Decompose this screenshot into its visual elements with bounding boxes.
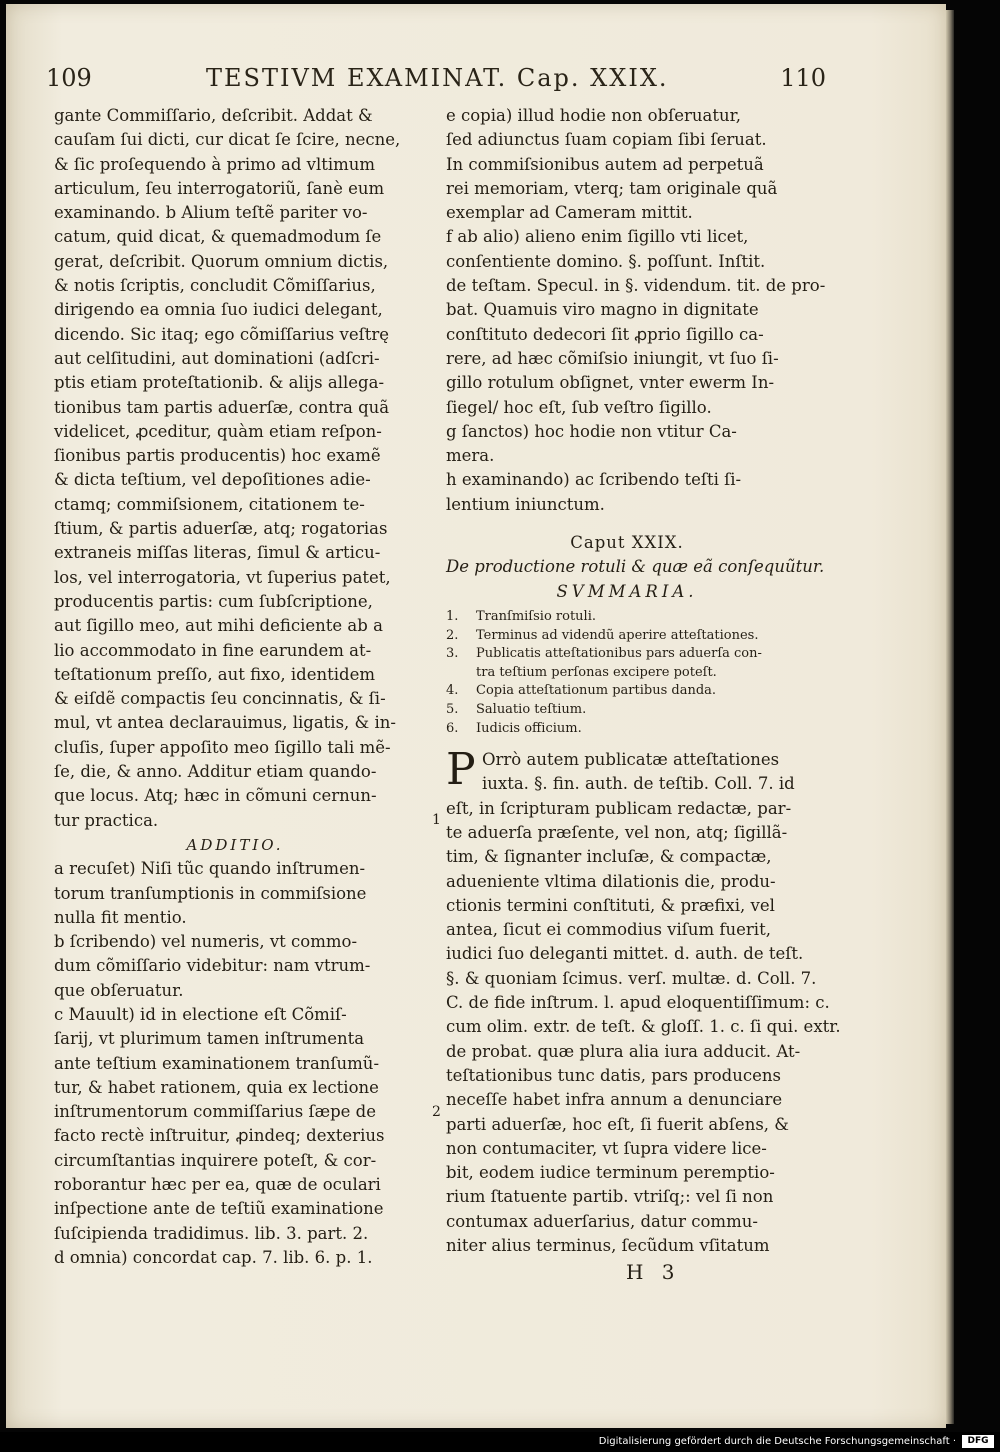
note-line: conſtituto dedecori ſit ꝓprio ſigillo ca- xyxy=(446,324,764,344)
text-line: articulum, ſeu interrogatoriũ, ſanè eum xyxy=(54,178,385,198)
margin-number-2: 2 xyxy=(432,1104,441,1121)
note-line: inſtrumentorum commiſſarius ſæpe de xyxy=(54,1102,376,1122)
note-line: g ſanctos) hoc hodie non vtitur Ca- xyxy=(446,421,737,441)
note-line: gillo rotulum obſignet, vnter ewerm In- xyxy=(446,373,775,393)
text-line: gante Commiſſario, deſcribit. Addat & xyxy=(54,106,373,125)
text-line: catum, quid dicat, & quemadmodum ſe xyxy=(54,227,382,247)
note-line: tur, & habet rationem, quia ex lectione xyxy=(54,1077,379,1097)
text-line: gerat, deſcribit. Quorum omnium dictis, xyxy=(54,251,389,271)
summary-item-number: 1. xyxy=(446,608,459,624)
note-line: a recuſet) Niſi tũc quando inſtrumen- xyxy=(54,859,366,879)
addition-heading: ADDITIO. xyxy=(186,835,284,854)
summary-item-number: 6. xyxy=(446,720,459,736)
text-line: producentis partis: cum ſubſcriptione, xyxy=(54,591,373,611)
note-line: ſed adiunctus ſuam copiam ſibi ſeruat. xyxy=(446,130,767,150)
text-line: tur practica. xyxy=(54,810,159,830)
text-line: te aduerſa præſente, vel non, atq; ſigillã- xyxy=(446,822,788,842)
note-line: d omnia) concordat cap. 7. lib. 6. p. 1. xyxy=(54,1247,373,1267)
addition-notes xyxy=(54,857,416,1270)
text-line: iudici ſuo deleganti mittet. d. auth. de teſt. xyxy=(446,944,804,964)
text-line: extraneis miſſas literas, ſimul & articu- xyxy=(54,543,381,563)
running-title: TESTIVM EXAMINAT. Cap. XXIX. xyxy=(206,64,669,92)
text-line: cum olim. extr. de teſt. & gloſſ. 1. c. ſi qui. extr. xyxy=(446,1017,841,1037)
text-line: antea, ſicut ei commodius viſum fuerit, xyxy=(446,920,771,940)
summary-item-number: 5. xyxy=(446,701,459,717)
summary-item-text: Tranſmiſsio rotuli. xyxy=(476,608,596,624)
text-line: teſtationum preſſo, aut fixo, identidem xyxy=(54,664,375,684)
text-line: & ſic proſequendo à primo ad vltimum xyxy=(54,154,376,174)
summary-item-number: 4. xyxy=(446,683,459,699)
text-line: dicendo. Sic itaq; ego cõmiſſarius veſtrę xyxy=(54,324,389,344)
summary-list xyxy=(446,608,808,738)
summary-item xyxy=(446,720,808,739)
note-line: ſuſcipienda tradidimus. lib. 3. part. 2. xyxy=(54,1223,369,1243)
text-line: tionibus tam partis aduerſæ, contra quã xyxy=(54,397,390,417)
text-line: aut celſitudini, aut dominationi (adſcri- xyxy=(54,348,380,368)
right-column-notes xyxy=(446,104,826,517)
text-line: ſe, die, & anno. Additur etiam quando- xyxy=(54,762,377,782)
text-line: lio accommodato in fine earundem at- xyxy=(54,640,372,660)
note-line: exemplar ad Cameram mittit. xyxy=(446,203,693,223)
left-column-text xyxy=(54,104,416,833)
summary-item-text: Iudicis officium. xyxy=(476,720,582,736)
note-line: rere, ad hæc cõmiſsio iniungit, vt ſuo ſi- xyxy=(446,348,779,368)
summaria-label: SVMMARIA. xyxy=(556,581,698,601)
note-line: f ab alio) alieno enim ſigillo vti licet, xyxy=(446,227,749,247)
note-line: lentium iniunctum. xyxy=(446,494,605,514)
text-line: ctionis termini conſtituti, & præfixi, vel xyxy=(446,895,775,915)
running-header xyxy=(46,64,826,104)
note-line: que obſeruatur. xyxy=(54,980,184,1000)
summary-item-number: 2. xyxy=(446,627,459,643)
right-column xyxy=(432,104,841,1258)
note-line: de teſtam. Specul. in §. videndum. tit. de pro- xyxy=(446,276,826,296)
summary-item-text: tra teſtium perſonas excipere poteſt. xyxy=(476,664,717,680)
text-line: eſt, in ſcripturam publicam redactæ, par- xyxy=(446,798,792,818)
summary-item xyxy=(446,608,808,627)
text-line: C. de fide inſtrum. l. apud eloquentiſſimum: c. xyxy=(446,993,830,1013)
summary-item-text: Saluatio teſtium. xyxy=(476,701,587,717)
left-column xyxy=(54,104,416,1270)
text-line: examinando. b Alium teſtẽ pariter vo- xyxy=(54,203,368,223)
summary-item xyxy=(446,664,808,683)
page-number-left: 109 xyxy=(46,64,92,92)
note-line: facto rectè inſtruitur, ꝓindeq; dexterius xyxy=(54,1126,385,1146)
text-line: teſtationibus tunc datis, pars producens xyxy=(446,1065,781,1085)
chapter-title: Caput XXIX. xyxy=(570,533,684,553)
summary-item xyxy=(446,627,808,646)
note-line: h examinando) ac ſcribendo teſti ſi- xyxy=(446,470,742,490)
chapter-body xyxy=(432,744,841,1258)
text-line: ctamq; commiſsionem, citationem te- xyxy=(54,494,365,514)
text-line: contumax aduerſarius, datur commu- xyxy=(446,1211,758,1231)
summary-item xyxy=(446,701,808,720)
text-line: neceſſe habet infra annum a denunciare xyxy=(446,1090,783,1110)
note-line: conſentiente domino. §. poſſunt. Inſtit. xyxy=(446,251,766,271)
text-line: & eiſdẽ compactis ſeu concinnatis, & ſi- xyxy=(54,689,386,709)
note-line: dum cõmiſſario videbitur: nam vtrum- xyxy=(54,956,371,976)
note-line: ſarij, vt plurimum tamen inſtrumenta xyxy=(54,1029,365,1049)
text-line: aut ſigillo meo, aut mihi deficiente ab a xyxy=(54,616,383,636)
text-line: adueniente vltima dilationis die, produ- xyxy=(446,871,776,891)
note-line: torum tranſumptionis in commiſsione xyxy=(54,883,367,903)
text-line: rium ſtatuente partib. vtriſq;: vel ſi non xyxy=(446,1187,774,1207)
note-line: ſiegel/ hoc eſt, ſub veſtro ſigillo. xyxy=(446,397,712,417)
note-line: c Mauult) id in electione eſt Cõmiſ- xyxy=(54,1004,347,1024)
text-line: ſionibus partis producentis) hoc examẽ xyxy=(54,446,381,466)
summary-item-text: Terminus ad videndũ aperire atteſtationes. xyxy=(476,627,759,643)
margin-number-1: 1 xyxy=(432,812,441,829)
text-line: que locus. Atq; hæc in cõmuni cernun- xyxy=(54,786,377,806)
note-line: mera. xyxy=(446,446,495,466)
note-line: nulla fit mentio. xyxy=(54,907,187,927)
text-line: videlicet, ꝓceditur, quàm etiam reſpon- xyxy=(54,421,382,441)
text-line: tim, & ſignanter incluſæ, & compactæ, xyxy=(446,847,772,867)
text-line: & dicta teſtium, vel depoſitiones adie- xyxy=(54,470,371,490)
text-line: de probat. quæ plura alia iura adducit. At- xyxy=(446,1041,801,1061)
text-line: & notis ſcriptis, concludit Cõmiſſarius, xyxy=(54,276,376,296)
note-line: bat. Quamuis viro magno in dignitate xyxy=(446,300,759,320)
dfg-logo: DFG xyxy=(962,1435,994,1448)
note-line: b ſcribendo) vel numeris, vt commo- xyxy=(54,932,358,952)
note-line: ante teſtium examinationem tranſumũ- xyxy=(54,1053,380,1073)
note-line: roborantur hæc per ea, quæ de oculari xyxy=(54,1175,381,1195)
funding-note: Digitalisierung gefördert durch die Deutsche Forschungsgemeinschaft · xyxy=(598,1436,956,1447)
note-line: circumſtantias inquirere poteſt, & cor- xyxy=(54,1150,377,1170)
summary-item-text: Copia atteſtationum partibus danda. xyxy=(476,683,717,699)
text-line: non contumaciter, vt ſupra videre lice- xyxy=(446,1138,767,1158)
note-line: e copia) illud hodie non obſeruatur, xyxy=(446,106,741,125)
text-line: ſtium, & partis aduerſæ, atq; rogatorias xyxy=(54,519,388,539)
text-line: bit, eodem iudice terminum peremptio- xyxy=(446,1163,775,1183)
summary-item xyxy=(446,682,808,701)
text-line: dirigendo ea omnia ſuo iudici delegant, xyxy=(54,300,383,320)
text-line: mul, vt antea declarauimus, ligatis, & in- xyxy=(54,713,396,733)
signature-mark: H 3 xyxy=(626,1260,681,1284)
page-edge xyxy=(946,10,954,1424)
note-line: In commiſsionibus autem ad perpetuã xyxy=(446,154,764,174)
summary-item xyxy=(446,645,808,664)
summary-item-text: Publicatis atteſtationibus pars aduerſa con- xyxy=(476,646,762,662)
note-line: rei memoriam, vterq; tam originale quã xyxy=(446,178,778,198)
page-number-right: 110 xyxy=(780,64,826,92)
text-line: parti aduerſæ, hoc eſt, ſi fuerit abſens, & xyxy=(446,1114,789,1134)
text-line: iuxta. §. fin. auth. de teſtib. Coll. 7. id xyxy=(482,774,795,794)
footer-bar xyxy=(0,1432,1000,1452)
text-line: ptis etiam proteſtationib. & alijs allega- xyxy=(54,373,385,393)
text-line: Orrò autem publicatæ atteſtationes xyxy=(482,750,780,770)
chapter-subtitle: De productione rotuli & quæ eã conſequũtur. xyxy=(446,557,825,577)
text-line: cluſis, ſuper appoſito meo ſigillo tali mẽ- xyxy=(54,737,391,757)
text-line: niter alius terminus, ſecũdum vſitatum xyxy=(446,1236,770,1256)
book-page xyxy=(6,4,946,1428)
text-line: los, vel interrogatoria, vt ſuperius patet, xyxy=(54,567,391,587)
drop-capital: P xyxy=(446,744,476,796)
text-line: §. & quoniam ſcimus. verſ. multæ. d. Coll. 7. xyxy=(446,968,817,988)
text-line: cauſam ſui dicti, cur dicat ſe ſcire, necne, xyxy=(54,130,401,150)
summary-item-number: 3. xyxy=(446,646,459,662)
note-line: inſpectione ante de teſtiũ examinatione xyxy=(54,1199,384,1219)
